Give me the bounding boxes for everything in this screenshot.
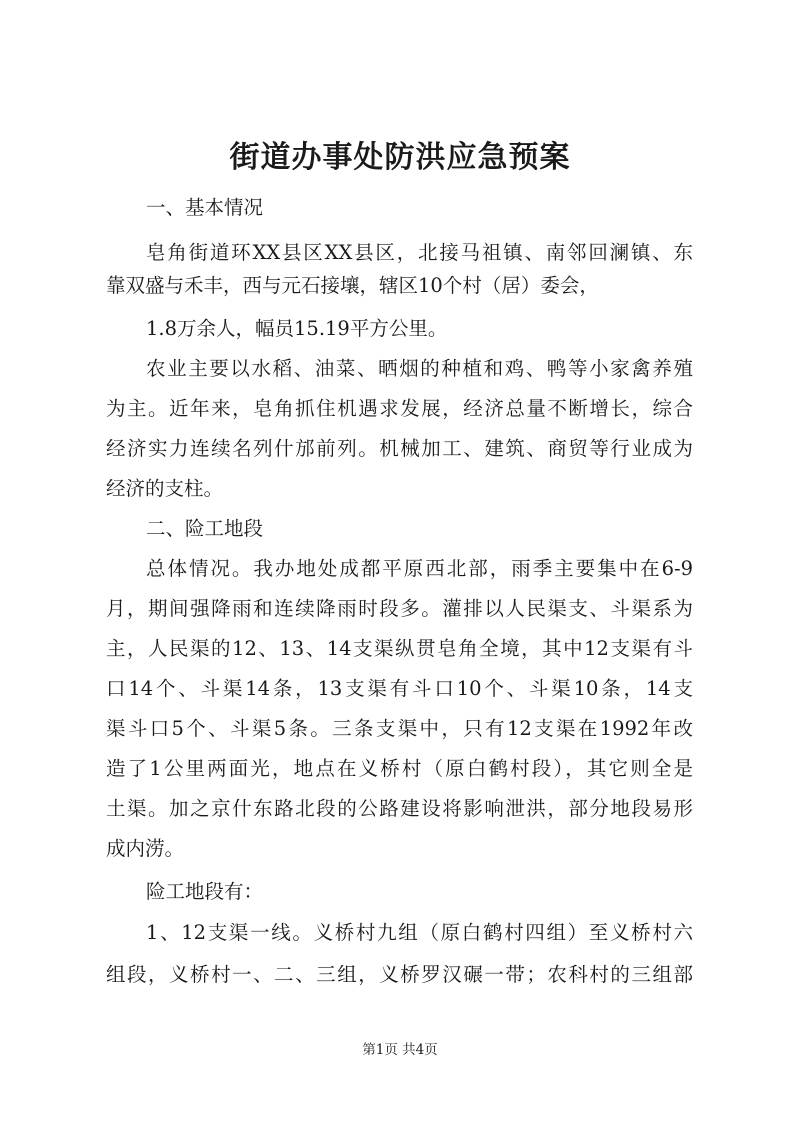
paragraph-line: 造了1公里两面光，地点在义桥村（原白鹤村段），其它则全是 — [106, 757, 693, 780]
paragraph-line: 1、12支渠一线。义桥村九组（原白鹤村四组）至义桥村六 — [146, 921, 693, 944]
paragraph-line: 主，人民渠的12、13、14支渠纵贯皂角全境，其中12支渠有斗 — [106, 637, 693, 660]
section-heading-basic: 一、基本情况 — [146, 196, 264, 219]
paragraph-line: 渠斗口5个、斗渠5条。三条支渠中，只有12支渠在1992年改 — [106, 717, 693, 740]
paragraph-line: 成内涝。 — [106, 837, 185, 860]
paragraph-line: 农业主要以水稻、油菜、晒烟的种植和鸡、鸭等小家禽养殖 — [146, 357, 693, 380]
section-heading-risk: 二、险工地段 — [146, 517, 264, 540]
paragraph-line: 经济实力连续名列什邡前列。机械加工、建筑、商贸等行业成为 — [106, 437, 693, 460]
paragraph-line: 1.8万余人，幅员15.19平方公里。 — [146, 317, 448, 340]
paragraph-line: 土渠。加之京什东路北段的公路建设将影响泄洪，部分地段易形 — [106, 797, 693, 820]
paragraph-line: 经济的支柱。 — [106, 477, 224, 500]
paragraph-line: 总体情况。我办地处成都平原西北部，雨季主要集中在6-9 — [146, 557, 693, 580]
paragraph-line: 口14个、斗渠14条，13支渠有斗口10个、斗渠10条，14支 — [106, 677, 693, 700]
paragraph-line: 皂角街道环XX县区XX县区，北接马祖镇、南邻回澜镇、东 — [146, 241, 693, 264]
paragraph-line: 为主。近年来，皂角抓住机遇求发展，经济总量不断增长，综合 — [106, 397, 693, 420]
paragraph-line: 险工地段有： — [146, 880, 264, 903]
paragraph-line: 组段，义桥村一、二、三组，义桥罗汉碾一带；农科村的三组部 — [106, 963, 693, 986]
paragraph-line: 靠双盛与禾丰，西与元石接壤，辖区10个村（居）委会， — [106, 274, 599, 297]
paragraph-line: 月，期间强降雨和连续降雨时段多。灌排以人民渠支、斗渠系为 — [106, 597, 693, 620]
page-number: 第1页 共4页 — [362, 1042, 438, 1058]
document-title: 街道办事处防洪应急预案 — [229, 140, 571, 175]
